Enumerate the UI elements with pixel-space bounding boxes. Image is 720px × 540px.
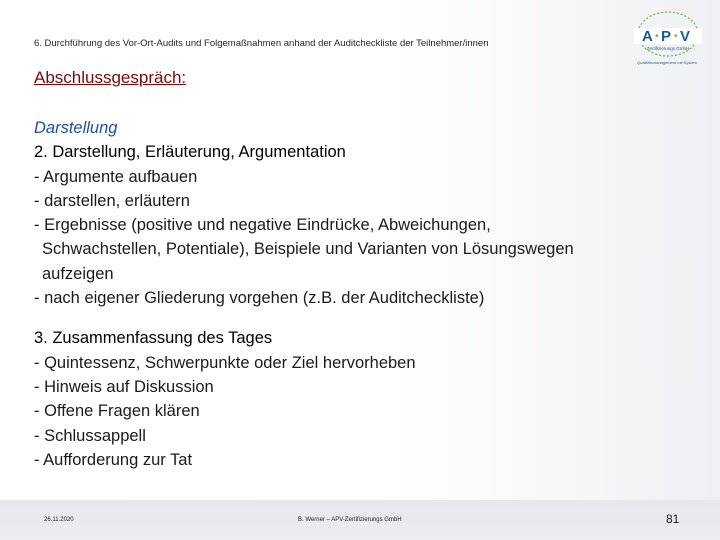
svg-text:•: •	[674, 31, 678, 42]
list-item: - Hinweis auf Diskussion	[34, 377, 214, 396]
list-item-continuation: aufzeigen	[42, 264, 114, 283]
apv-logo-icon	[628, 6, 708, 66]
page-number: 81	[666, 512, 680, 526]
block2-heading: 3. Zusammenfassung des Tages	[34, 329, 273, 348]
footer-author: B. Werner – APV-Zertifizierungs GmbH	[298, 517, 402, 523]
logo-letter-v: V	[680, 28, 691, 45]
slide-header: 6. Durchführung des Vor-Ort-Audits und Folgemaßnahmen anhand der Auditcheckliste der Teilnehmer/innen	[34, 38, 489, 49]
darstellung-label: Darstellung	[34, 119, 118, 137]
logo-letter-a: A	[642, 28, 653, 45]
list-item-continuation: Schwachstellen, Potentiale), Beispiele und Varianten von Lösungswegen	[42, 240, 574, 259]
list-item: - Offene Fragen klären	[34, 402, 200, 421]
list-item: - Ergebnisse (positive und negative Eindrücke, Abweichungen,	[34, 216, 491, 235]
svg-text:•: •	[655, 31, 659, 42]
list-item: - darstellen, erläutern	[34, 191, 190, 210]
logo-letter-p: P	[661, 28, 672, 45]
list-item: - Aufforderung zur Tat	[34, 450, 193, 469]
block1-heading: 2. Darstellung, Erläuterung, Argumentation	[34, 143, 346, 162]
footer-date: 26.11.2020	[44, 517, 74, 523]
logo-tagline: Qualitätsmanagement mit System	[636, 60, 698, 65]
logo-company: Zertifizierungs GmbH	[646, 46, 690, 51]
list-item: - Argumente aufbauen	[34, 167, 198, 186]
list-item: - Quintessenz, Schwerpunkte oder Ziel hervorheben	[34, 353, 416, 372]
slide-body	[34, 116, 684, 472]
apv-logo	[628, 6, 708, 78]
section-title: Abschlussgespräch:	[34, 68, 187, 87]
list-item: - Schlussappell	[34, 426, 146, 445]
list-item: - nach eigener Gliederung vorgehen (z.B. der Auditcheckliste)	[34, 289, 485, 308]
